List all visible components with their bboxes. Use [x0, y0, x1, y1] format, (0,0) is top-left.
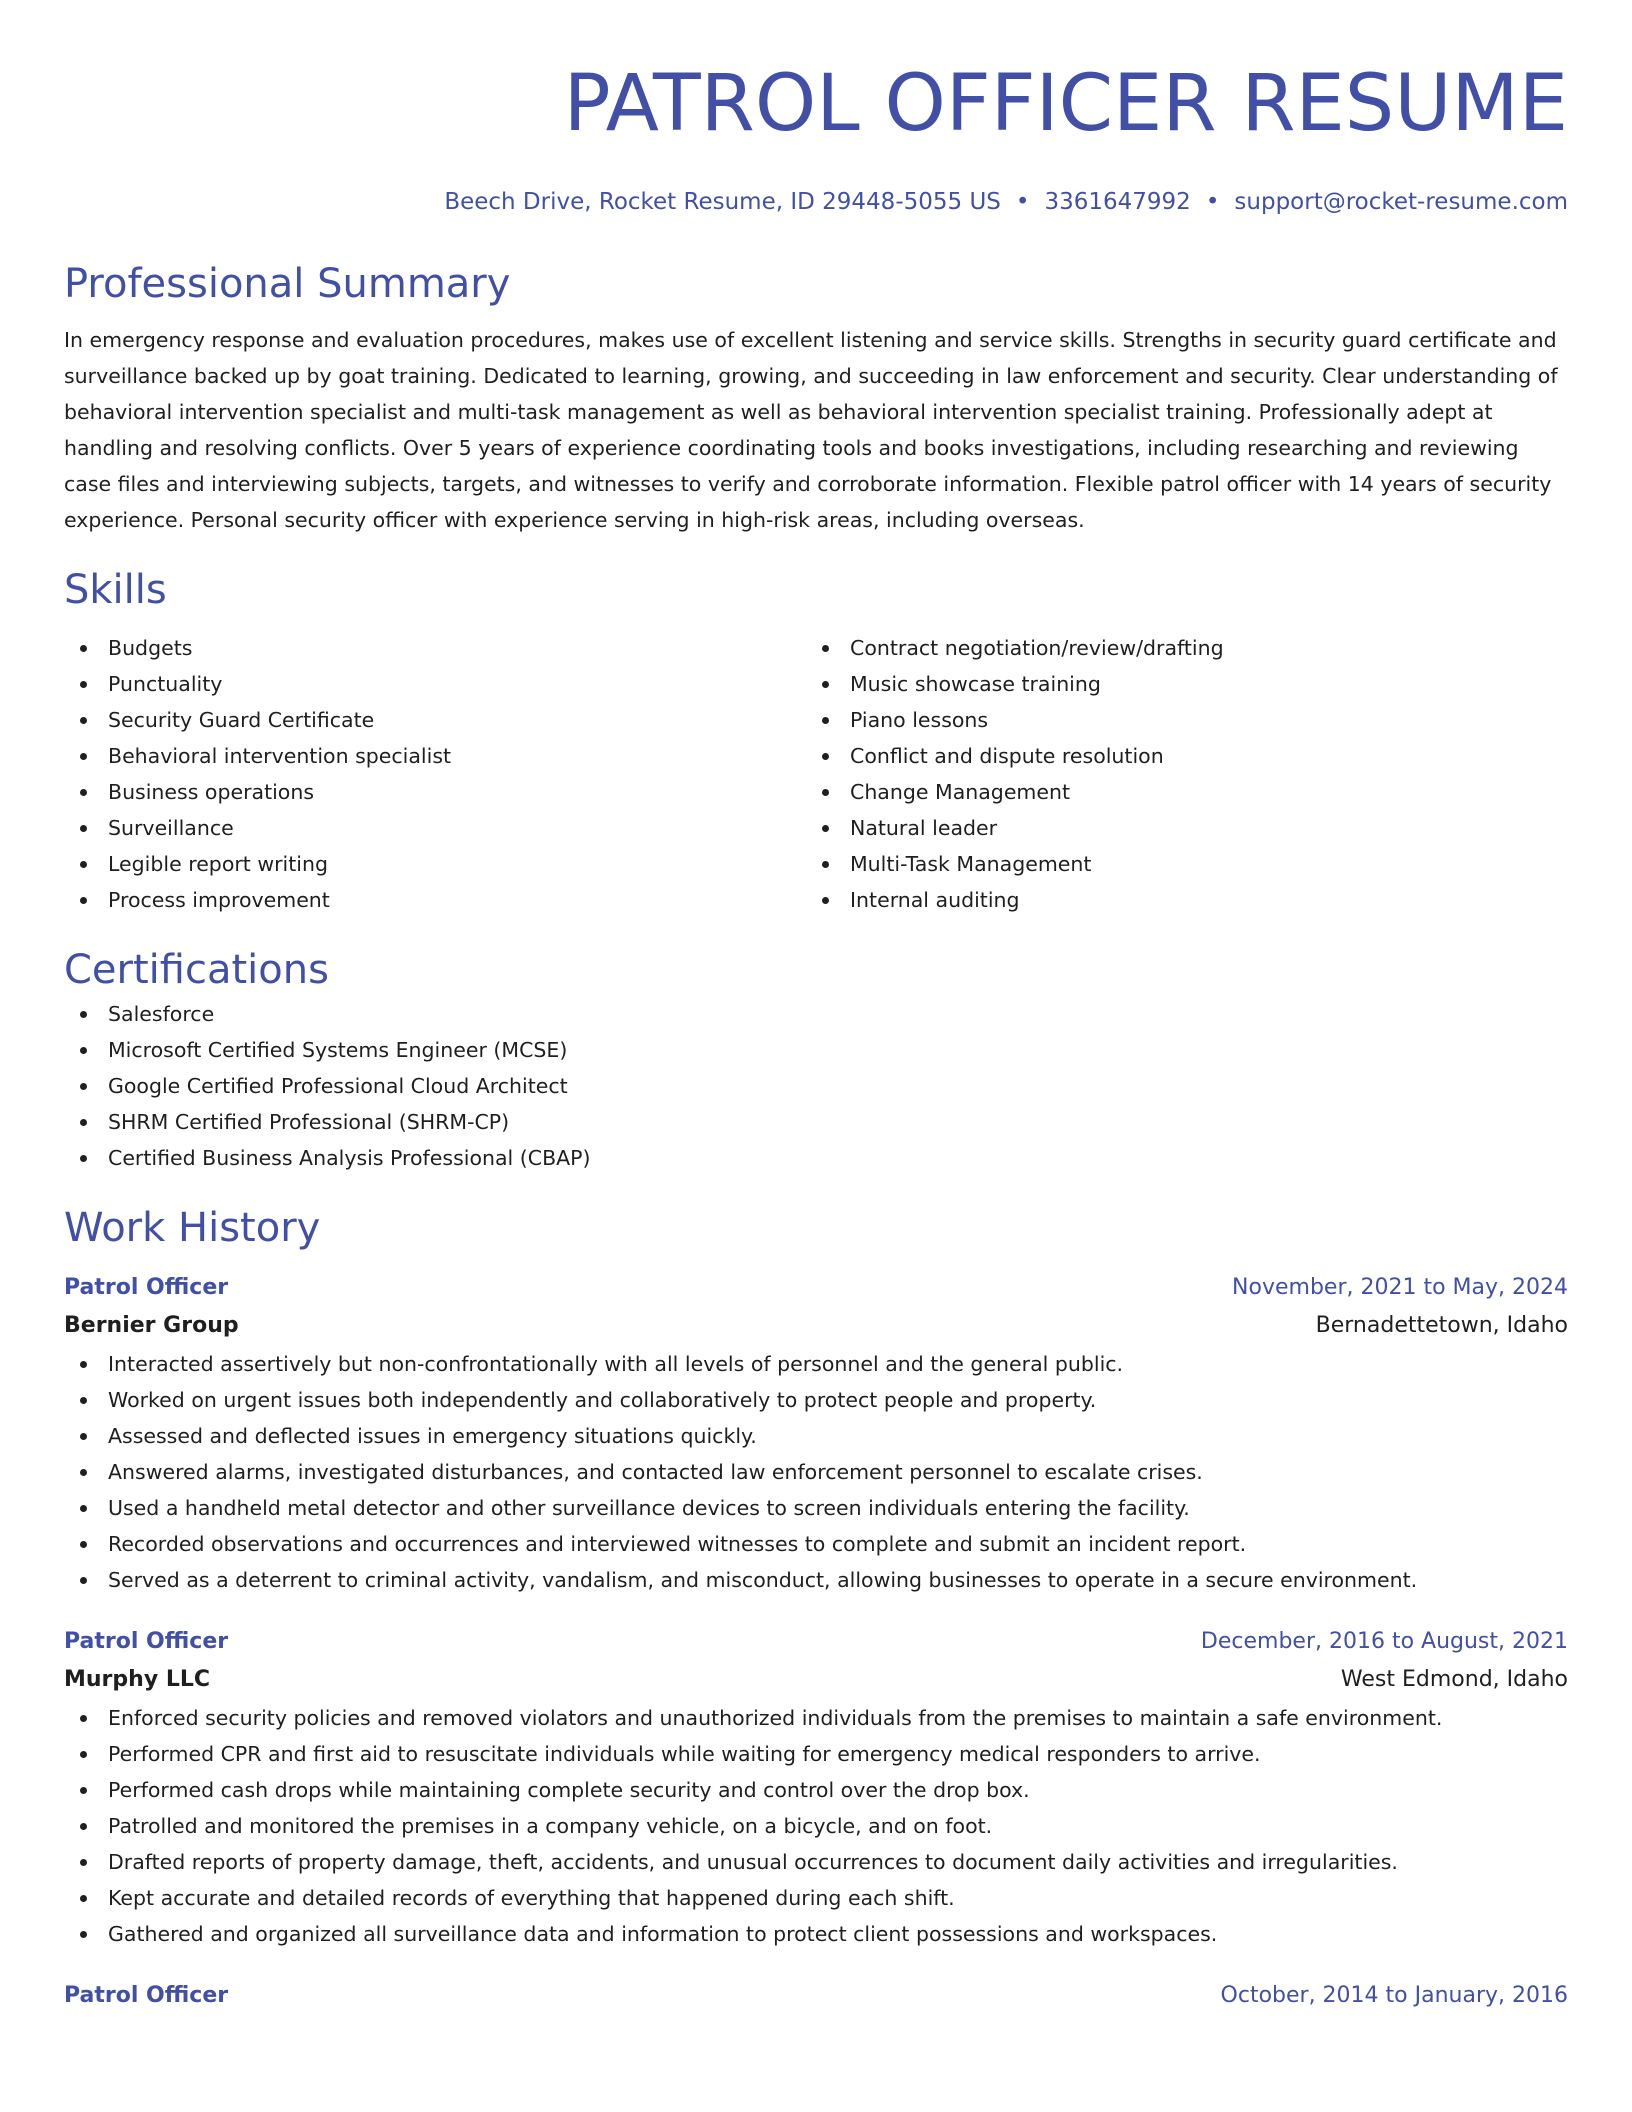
- skill-item-text: Change Management: [850, 780, 1071, 804]
- resume-title: PATROL OFFICER RESUME: [563, 59, 1568, 149]
- job-bullet-text: Performed CPR and first aid to resuscitate individuals while waiting for emergency medical responders to arrive.: [108, 1742, 1261, 1766]
- bullet-icon: [80, 1155, 87, 1162]
- job-title-row: [64, 1270, 1568, 1306]
- job-location: Bernadettetown, Idaho: [1315, 1313, 1568, 1338]
- job-bullet-text: Used a handheld metal detector and other surveillance devices to screen individuals entering the facility.: [108, 1496, 1190, 1520]
- bullet-icon: [80, 753, 87, 760]
- bullet-icon: [80, 1011, 87, 1018]
- job-bullet-text: Interacted assertively but non-confrontationally with all levels of personnel and the general public.: [108, 1352, 1124, 1376]
- skill-item-text: Internal auditing: [850, 888, 1020, 912]
- skill-item: [64, 666, 806, 702]
- job-title: Patrol Officer: [64, 1629, 229, 1654]
- certification-item: [64, 1140, 1568, 1176]
- job-company-row: [64, 1306, 1568, 1346]
- skill-item-text: Behavioral intervention specialist: [108, 744, 452, 768]
- certification-item: [64, 1104, 1568, 1140]
- bullet-icon: [80, 1823, 87, 1830]
- contact-phone: 3361647992: [1044, 189, 1191, 215]
- job-title: Patrol Officer: [64, 1275, 229, 1300]
- contact-separator: •: [1205, 189, 1220, 215]
- job-title-row: [64, 1624, 1568, 1660]
- bullet-icon: [80, 1047, 87, 1054]
- skills-list-left: [64, 630, 806, 918]
- job-bullet: [64, 1808, 1568, 1844]
- job-bullet: [64, 1700, 1568, 1736]
- bullet-icon: [80, 1469, 87, 1476]
- job-company-row: [64, 1660, 1568, 1700]
- bullet-icon: [822, 825, 829, 832]
- skill-item: [806, 846, 1548, 882]
- bullet-icon: [80, 789, 87, 796]
- skill-item-text: Punctuality: [108, 672, 223, 696]
- bullet-icon: [822, 681, 829, 688]
- bullet-icon: [80, 1541, 87, 1548]
- skill-item: [806, 738, 1548, 774]
- bullet-icon: [80, 645, 87, 652]
- bullet-icon: [80, 1361, 87, 1368]
- skill-item-text: Multi-Task Management: [850, 852, 1092, 876]
- job-bullet: [64, 1844, 1568, 1880]
- bullet-icon: [80, 1577, 87, 1584]
- job-bullet-text: Worked on urgent issues both independently and collaboratively to protect people and property.: [108, 1388, 1097, 1412]
- bullet-icon: [822, 717, 829, 724]
- skill-item: [64, 810, 806, 846]
- skill-item-text: Process improvement: [108, 888, 330, 912]
- bullet-icon: [80, 1751, 87, 1758]
- job-entry: [64, 1978, 1568, 2014]
- skill-item-text: Piano lessons: [850, 708, 989, 732]
- bullet-icon: [80, 1859, 87, 1866]
- bullet-icon: [822, 861, 829, 868]
- skill-item: [64, 738, 806, 774]
- job-dates: October, 2014 to January, 2016: [1220, 1983, 1568, 2008]
- job-entry: [64, 1270, 1568, 1598]
- certification-item: [64, 1032, 1568, 1068]
- certification-item: [64, 1068, 1568, 1104]
- skill-item-text: Surveillance: [108, 816, 234, 840]
- skill-item: [64, 630, 806, 666]
- skill-item-text: Business operations: [108, 780, 315, 804]
- skill-item-text: Natural leader: [850, 816, 998, 840]
- job-title-row: [64, 1978, 1568, 2014]
- bullet-icon: [80, 1895, 87, 1902]
- skill-item-text: Legible report writing: [108, 852, 328, 876]
- bullet-icon: [80, 681, 87, 688]
- skill-item: [806, 666, 1548, 702]
- job-bullet: [64, 1526, 1568, 1562]
- bullet-icon: [80, 825, 87, 832]
- summary-heading: Professional Summary: [64, 261, 511, 307]
- certification-item-text: Microsoft Certified Systems Engineer (MCSE): [108, 1038, 568, 1062]
- skill-item: [806, 630, 1548, 666]
- skill-item-text: Contract negotiation/review/drafting: [850, 636, 1224, 660]
- certification-item-text: Google Certified Professional Cloud Architect: [108, 1074, 568, 1098]
- skill-item: [64, 774, 806, 810]
- job-bullet: [64, 1382, 1568, 1418]
- skill-item-text: Budgets: [108, 636, 193, 660]
- job-bullet-text: Gathered and organized all surveillance data and information to protect client possessions and workspaces.: [108, 1922, 1218, 1946]
- job-bullet: [64, 1880, 1568, 1916]
- skill-item-text: Security Guard Certificate: [108, 708, 375, 732]
- bullet-icon: [822, 789, 829, 796]
- bullet-icon: [822, 645, 829, 652]
- job-company: Bernier Group: [64, 1313, 239, 1338]
- certification-item-text: Certified Business Analysis Professional (CBAP): [108, 1146, 591, 1170]
- bullet-icon: [80, 1397, 87, 1404]
- contact-address: Beech Drive, Rocket Resume, ID 29448-5055 US: [444, 189, 1001, 215]
- job-bullet-text: Served as a deterrent to criminal activity, vandalism, and misconduct, allowing businesses to operate in a secure environment.: [108, 1568, 1418, 1592]
- job-bullet-text: Patrolled and monitored the premises in a company vehicle, on a bicycle, and on foot.: [108, 1814, 993, 1838]
- job-bullets: [64, 1700, 1568, 1952]
- contact-line: [64, 186, 1568, 218]
- certifications-list: [64, 996, 1568, 1176]
- bullet-icon: [80, 1119, 87, 1126]
- bullet-icon: [80, 1505, 87, 1512]
- job-dates: November, 2021 to May, 2024: [1232, 1275, 1568, 1300]
- job-bullet: [64, 1772, 1568, 1808]
- job-bullet-text: Assessed and deflected issues in emergency situations quickly.: [108, 1424, 757, 1448]
- bullet-icon: [80, 1083, 87, 1090]
- bullet-icon: [80, 1433, 87, 1440]
- job-company: Murphy LLC: [64, 1667, 210, 1692]
- job-bullet: [64, 1418, 1568, 1454]
- job-bullet-text: Answered alarms, investigated disturbances, and contacted law enforcement personnel to escalate crises.: [108, 1460, 1203, 1484]
- skills-list-right: [806, 630, 1548, 918]
- skills-grid: [64, 630, 1568, 918]
- skill-item: [64, 846, 806, 882]
- bullet-icon: [80, 717, 87, 724]
- work-history-heading: Work History: [64, 1205, 321, 1251]
- certifications-heading: Certifications: [64, 947, 329, 993]
- skill-item: [806, 882, 1548, 918]
- certification-item: [64, 996, 1568, 1032]
- job-bullet: [64, 1562, 1568, 1598]
- job-bullet-text: Drafted reports of property damage, theft, accidents, and unusual occurrences to document daily activities and irregularities.: [108, 1850, 1398, 1874]
- job-bullet-text: Enforced security policies and removed violators and unauthorized individuals from the premises to maintain a safe environment.: [108, 1706, 1443, 1730]
- contact-separator: •: [1015, 189, 1030, 215]
- job-bullet-text: Recorded observations and occurrences and interviewed witnesses to complete and submit an incident report.: [108, 1532, 1247, 1556]
- bullet-icon: [80, 1931, 87, 1938]
- job-bullet: [64, 1346, 1568, 1382]
- skill-item: [64, 702, 806, 738]
- bullet-icon: [80, 861, 87, 868]
- bullet-icon: [822, 753, 829, 760]
- skill-item: [806, 774, 1548, 810]
- job-dates: December, 2016 to August, 2021: [1200, 1629, 1568, 1654]
- job-bullet: [64, 1490, 1568, 1526]
- job-bullet: [64, 1916, 1568, 1952]
- work-history-list: [64, 1270, 1568, 2014]
- job-entry: [64, 1624, 1568, 1952]
- bullet-icon: [822, 897, 829, 904]
- skills-heading: Skills: [64, 567, 167, 613]
- certification-item-text: SHRM Certified Professional (SHRM-CP): [108, 1110, 510, 1134]
- bullet-icon: [80, 897, 87, 904]
- job-bullet: [64, 1454, 1568, 1490]
- skill-item: [806, 810, 1548, 846]
- bullet-icon: [80, 1787, 87, 1794]
- skill-item: [806, 702, 1548, 738]
- job-title: Patrol Officer: [64, 1983, 229, 2008]
- contact-email[interactable]: support@rocket-resume.com: [1234, 189, 1568, 215]
- skill-item: [64, 882, 806, 918]
- job-location: West Edmond, Idaho: [1340, 1667, 1568, 1692]
- certification-item-text: Salesforce: [108, 1002, 215, 1026]
- job-bullets: [64, 1346, 1568, 1598]
- job-bullet-text: Kept accurate and detailed records of everything that happened during each shift.: [108, 1886, 955, 1910]
- bullet-icon: [80, 1715, 87, 1722]
- skill-item-text: Conflict and dispute resolution: [850, 744, 1164, 768]
- job-bullet-text: Performed cash drops while maintaining complete security and control over the drop box.: [108, 1778, 1030, 1802]
- summary-text: In emergency response and evaluation procedures, makes use of excellent listening and service skills. Strengths in security guard certificate and surveillance backed up by goat training. Dedicated to learning, growing, and succeeding in law enforcement and security. Clear understanding of behavioral intervention specialist and multi-task management as well as behavioral intervention specialist training. Professionally adept at handling and resolving conflicts. Over 5 years of experience coordinating tools and books investigations, including researching and reviewing case files and interviewing subjects, targets, and witnesses to verify and corroborate information. Flexible patrol officer with 14 years of security experience. Personal security officer with experience serving in high-risk areas, including overseas.: [64, 328, 1558, 532]
- skill-item-text: Music showcase training: [850, 672, 1101, 696]
- job-bullet: [64, 1736, 1568, 1772]
